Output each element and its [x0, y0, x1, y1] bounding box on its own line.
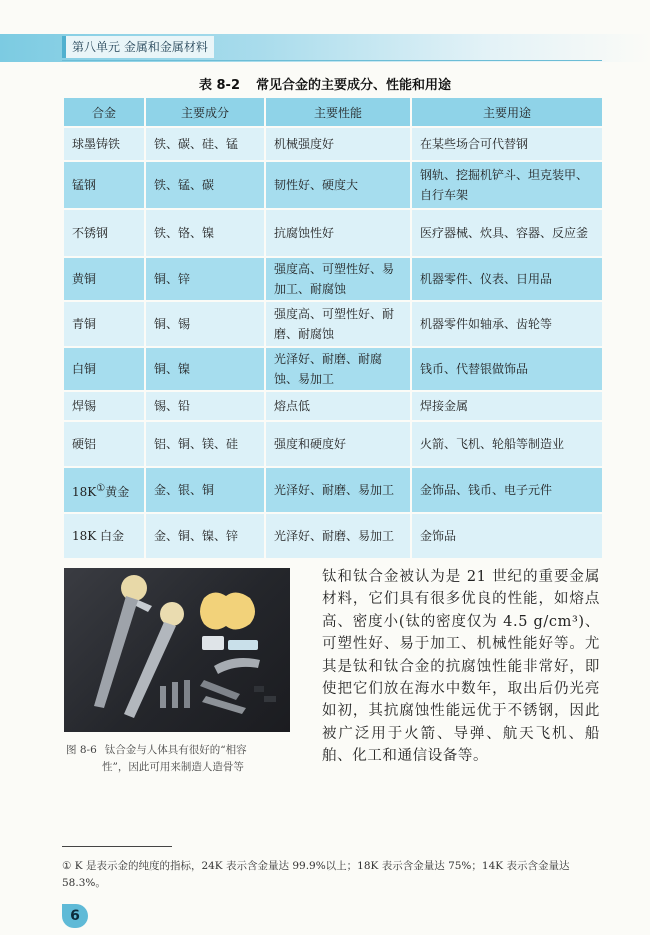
column-header: 主要用途: [412, 98, 602, 126]
alloy-components: 锡、铅: [146, 392, 264, 420]
table-number: 表 8-2: [198, 78, 240, 93]
footnote-text: K 是表示金的纯度的指标，24K 表示含金量达 99.9%以上；18K 表示含金量达 75%；14K 表示含金量达 58.3%。: [62, 860, 570, 889]
alloy-uses: 在某些场合可代替钢: [412, 128, 602, 160]
alloy-uses: 金饰品: [412, 514, 602, 558]
table-row: [64, 422, 602, 466]
alloy-components: 铜、锡: [146, 302, 264, 346]
alloy-properties: 光泽好、耐磨、耐腐蚀、易加工: [266, 348, 410, 390]
alloy-components: 铁、铬、镍: [146, 210, 264, 256]
alloy-name: 不锈钢: [64, 210, 144, 256]
alloy-name: 黄铜: [64, 258, 144, 300]
table-title: 常见合金的主要成分、性能和用途: [256, 78, 452, 93]
alloy-name-prefix: 18K: [72, 484, 97, 499]
alloy-name: 锰钢: [64, 162, 144, 208]
alloy-name: 球墨铸铁: [64, 128, 144, 160]
alloy-properties: 强度高、可塑性好、易加工、耐腐蚀: [266, 258, 410, 300]
alloy-name: 青铜: [64, 302, 144, 346]
table-caption: [0, 74, 650, 93]
footnote-rule: [62, 846, 172, 847]
figure-caption-line1: 钛合金与人体具有很好的“相容: [104, 744, 247, 756]
alloy-name: 焊锡: [64, 392, 144, 420]
column-header: 主要性能: [266, 98, 410, 126]
footnote-mark: ①: [62, 860, 72, 872]
alloy-name-suffix: 黄金: [105, 484, 130, 499]
table-row: [64, 468, 602, 512]
table-row: [64, 258, 602, 300]
alloy-properties: 光泽好、耐磨、易加工: [266, 468, 410, 512]
table-row: [64, 128, 602, 160]
alloy-name: 硬铝: [64, 422, 144, 466]
table-row: [64, 392, 602, 420]
table-header-row: [64, 98, 602, 126]
alloy-properties: 韧性好、硬度大: [266, 162, 410, 208]
alloy-components: 金、银、铜: [146, 468, 264, 512]
alloy-properties: 熔点低: [266, 392, 410, 420]
alloy-name: [64, 468, 144, 512]
implants-illustration: [64, 568, 290, 732]
alloy-properties: 强度高、可塑性好、耐磨、耐腐蚀: [266, 302, 410, 346]
column-header: 合金: [64, 98, 144, 126]
alloy-uses: 机器零件如轴承、齿轮等: [412, 302, 602, 346]
page-number-badge: 6: [62, 904, 88, 928]
figure-caption: [66, 742, 288, 776]
alloy-uses: 钱币、代替银做饰品: [412, 348, 602, 390]
table-row: [64, 514, 602, 558]
alloy-table: [62, 96, 604, 560]
unit-header: 第八单元 金属和金属材料: [62, 36, 214, 58]
alloy-uses: 机器零件、仪表、日用品: [412, 258, 602, 300]
table-row: [64, 162, 602, 208]
alloy-components: 铁、锰、碳: [146, 162, 264, 208]
alloy-name: 白铜: [64, 348, 144, 390]
body-paragraph: 钛和钛合金被认为是 21 世纪的重要金属材料，它们具有很多优良的性能，如熔点高、密度小(钛的密度仅为 4.5 g/cm³)、可塑性好、易于加工、机械性能好等。尤其是钛和钛合金的抗腐蚀性能非常好，即使把它们放在海水中数年，取出后仍光亮如初，其抗腐蚀性能远优于不锈钢，因此被广泛用于火箭、导弹、航天飞机、船舶、化工和通信设备等。: [322, 569, 600, 765]
alloy-uses: 焊接金属: [412, 392, 602, 420]
table-row: [64, 210, 602, 256]
figure-number: 图 8-6: [66, 744, 97, 756]
alloy-properties: 强度和硬度好: [266, 422, 410, 466]
table-row: [64, 302, 602, 346]
alloy-uses: 金饰品、钱币、电子元件: [412, 468, 602, 512]
figure-caption-line2: 性”，因此可用来制造人造骨等: [102, 761, 244, 773]
footnote: [62, 858, 602, 892]
alloy-properties: 光泽好、耐磨、易加工: [266, 514, 410, 558]
alloy-components: 铜、镍: [146, 348, 264, 390]
header-rule: [62, 60, 602, 61]
alloy-components: 金、铜、镍、锌: [146, 514, 264, 558]
alloy-properties: 抗腐蚀性好: [266, 210, 410, 256]
footnote-marker: ①: [96, 482, 106, 494]
alloy-uses: 医疗器械、炊具、容器、反应釜: [412, 210, 602, 256]
alloy-components: 铜、锌: [146, 258, 264, 300]
alloy-components: 铝、铜、镁、硅: [146, 422, 264, 466]
alloy-uses: 火箭、飞机、轮船等制造业: [412, 422, 602, 466]
alloy-properties: 机械强度好: [266, 128, 410, 160]
table-row: [64, 348, 602, 390]
alloy-name: 18K 白金: [64, 514, 144, 558]
column-header: 主要成分: [146, 98, 264, 126]
alloy-components: 铁、碳、硅、锰: [146, 128, 264, 160]
titanium-implants-photo: [64, 568, 290, 732]
alloy-uses: 钢轨、挖掘机铲斗、坦克装甲、自行车架: [412, 162, 602, 208]
